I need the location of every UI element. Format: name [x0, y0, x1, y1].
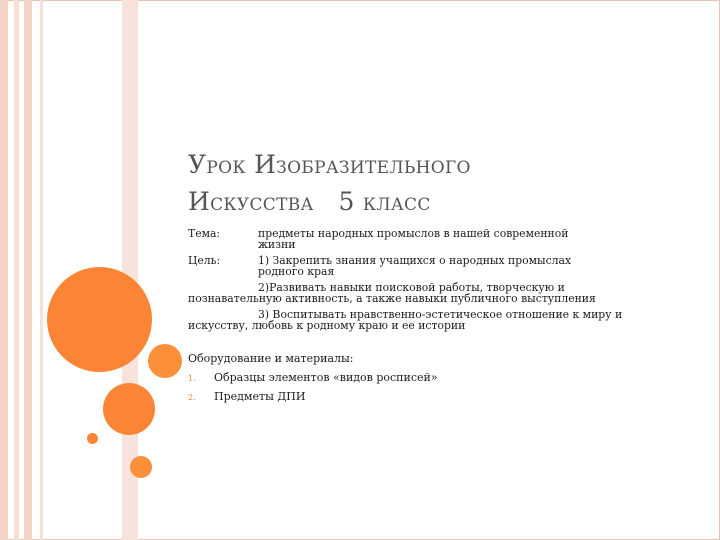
decor-circle-medium [103, 383, 155, 435]
list-number: 1. [188, 374, 196, 383]
goal-row [188, 255, 658, 277]
decor-stripe [0, 0, 8, 540]
decor-circle-small [130, 456, 152, 478]
list-item [188, 370, 658, 385]
equipment-heading: Оборудование и материалы: [188, 352, 354, 365]
decor-stripe [24, 0, 32, 540]
goal-1-text: 1) Закрепить знания учащихся о народных промыслах [258, 254, 572, 267]
decor-circle-large [47, 267, 152, 372]
goal-2-text: 2)Развивать навыки поисковой работы, творческую и познавательную активность, а также навыки публичного выступления [188, 281, 596, 305]
equipment-list [188, 370, 658, 404]
title-word-cap: У [188, 150, 207, 179]
topic-label: Тема: [188, 227, 221, 240]
list-item-text: Предметы ДПИ [214, 390, 306, 403]
title-line-1 [188, 148, 688, 185]
topic-text: предметы народных промыслов в нашей современной [258, 227, 569, 240]
goal-1-text-cont: родного края [258, 265, 335, 278]
goal-3-text: 3) Воспитывать нравственно-эстетическое отношение к миру и искусству, любовь к родному краю и ее истории [188, 308, 623, 332]
title-word-cap: И [188, 187, 211, 216]
decor-circle-small [148, 344, 182, 378]
decor-circle-tiny [87, 433, 98, 444]
slide-body [188, 228, 658, 408]
title-line-2 [188, 185, 688, 222]
slide-title [188, 148, 688, 222]
decor-stripe [14, 0, 19, 540]
title-word-cap: 5 [338, 187, 355, 216]
title-word-rest: ЗОБРАЗИТЕЛЬНОГО [276, 158, 471, 178]
list-item [188, 389, 658, 404]
list-item-text: Образцы элементов «видов росписей» [214, 371, 438, 384]
goal-label: Цель: [188, 254, 221, 267]
list-number: 2. [188, 393, 196, 402]
topic-text-cont: жизни [258, 238, 296, 251]
decor-stripe [40, 0, 43, 540]
title-word-rest: РОК [206, 158, 246, 178]
topic-row [188, 228, 658, 250]
title-word-rest: СКУССТВА [210, 195, 314, 215]
title-word-rest: КЛАСС [362, 195, 431, 215]
title-word-cap: И [254, 150, 277, 179]
